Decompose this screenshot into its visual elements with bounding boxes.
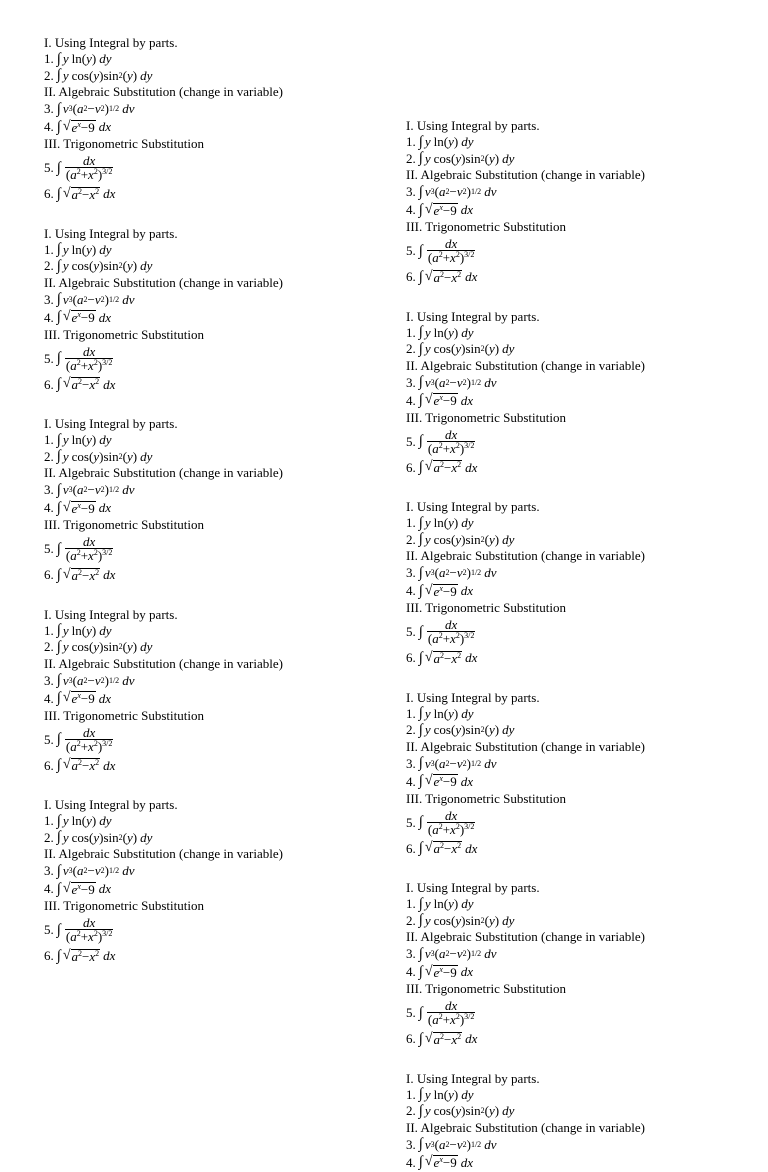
problem-number: 4.: [406, 773, 416, 789]
problem-number: 2.: [44, 639, 54, 654]
integral-sign-icon: ∫: [418, 721, 423, 738]
integral-sign-icon: ∫: [418, 433, 423, 449]
square-root: √ $e^x-9$: [424, 582, 457, 599]
section-heading-1: I. Using Integral by parts.: [406, 308, 540, 324]
problem-4: 4. ∫ √ $e^x-9$ dx: [406, 1154, 474, 1170]
integral-sign-icon: ∫: [56, 481, 61, 498]
section-heading-3: III. Trigonometric Substitution: [406, 981, 566, 996]
problem-2: 2. ∫ y cos ( y ) sin 2 ( y ) dy: [406, 531, 515, 547]
problem-2: 2. ∫ y cos ( y ) sin 2 ( y ) dy: [44, 829, 153, 845]
problem-number: 3.: [406, 565, 416, 580]
problem-6: 6. ∫ √ $a^2-x^2$ dx: [406, 840, 478, 856]
problem-number: 1.: [406, 705, 416, 721]
integral-sign-icon: ∫: [418, 392, 423, 408]
problem-number: 2.: [406, 531, 416, 547]
problem-4: 4. ∫ √ $e^x-9$ dx: [44, 880, 112, 897]
problem-6: 6. ∫ √ $a^2-x^2$ dx: [406, 459, 478, 475]
integral-sign-icon: ∫: [56, 921, 61, 938]
radical-icon: √: [62, 880, 71, 896]
problem-2: 2. ∫ y cos ( y ) sin 2 ( y ) dy: [44, 638, 153, 655]
problem-number: 1.: [44, 51, 54, 66]
section-heading-2: II. Algebraic Substitution (change in variable): [44, 846, 283, 861]
problem-2: 2. ∫ y cos ( y ) sin 2 ( y ) dy: [44, 67, 153, 83]
square-root: √ $a^2-x^2$: [62, 757, 100, 773]
problem-1: 1. ∫ y ln ( y ) dy: [44, 622, 112, 638]
problem-3: 3. ∫ v 3 ( a 2 − v 2 ) 1/2 dv: [406, 564, 497, 581]
square-root: √ $e^x-9$: [424, 963, 457, 980]
problem-2: 2. ∫ y cos ( y ) sin 2 ( y ) dy: [406, 340, 515, 357]
problem-2: 2. ∫ y cos ( y ) sin 2 ( y ) dy: [406, 912, 515, 928]
problem-number: 5.: [406, 1005, 416, 1020]
section-heading-1: I. Using Integral by parts.: [44, 35, 178, 50]
radical-icon: √: [62, 118, 71, 134]
section-heading-3: III. Trigonometric Substitution: [44, 707, 204, 723]
problem-4: 4. ∫ √ $e^x-9$ dx: [44, 499, 112, 516]
integral-sign-icon: ∫: [56, 159, 61, 176]
problem-number: 3.: [406, 184, 416, 199]
radical-icon: √: [424, 201, 433, 217]
radical-icon: √: [424, 1154, 433, 1169]
problem-5: [406, 616, 746, 648]
problem-4: 4. ∫ √ $e^x-9$ dx: [406, 963, 474, 980]
square-root: √ $a^2-x^2$: [424, 268, 462, 285]
problem-number: 1.: [44, 622, 54, 638]
problem-number: 5.: [44, 160, 54, 175]
problem-1: 1. ∫ y ln ( y ) dy: [406, 133, 474, 150]
integral-sign-icon: ∫: [56, 690, 61, 706]
problem-number: 6.: [44, 376, 54, 392]
section-heading-3: III. Trigonometric Substitution: [44, 898, 204, 913]
problem-number: 2.: [406, 341, 416, 356]
problem-number: 6.: [44, 757, 54, 773]
section-heading-2: II. Algebraic Substitution (change in variable): [406, 548, 645, 563]
problem-4: 4. ∫ √ $e^x-9$ dx: [44, 309, 112, 325]
section-heading-2: II. Algebraic Substitution (change in variable): [406, 1119, 645, 1135]
problem-6: 6. ∫ √ $a^2-x^2$ dx: [44, 185, 116, 202]
integral-sign-icon: ∫: [56, 431, 61, 448]
integral-sign-icon: ∫: [418, 201, 423, 218]
problem-1: 1. ∫ y ln ( y ) dy: [44, 241, 112, 257]
fraction: $\frac{dx}{(a^2+x^2)^{3/2}}$: [65, 153, 113, 182]
problem-5: [406, 426, 746, 458]
problem-number: 6.: [406, 1031, 416, 1046]
square-root: √ $a^2-x^2$: [62, 185, 100, 202]
integral-sign-icon: ∫: [418, 150, 423, 166]
radical-icon: √: [62, 566, 71, 582]
integral-sign-icon: ∫: [56, 812, 61, 829]
radical-icon: √: [62, 499, 71, 515]
integral-sign-icon: ∫: [56, 376, 61, 392]
fraction: $\frac{dx}{(a^2+x^2)^{3/2}}$: [427, 617, 475, 646]
integral-sign-icon: ∫: [56, 257, 61, 274]
problem-5: [406, 997, 746, 1029]
integral-sign-icon: ∫: [56, 185, 61, 202]
section-heading-1: I. Using Integral by parts.: [44, 225, 178, 241]
fraction: $\frac{dx}{(a^2+x^2)^{3/2}}$: [65, 915, 113, 944]
square-root: √ $a^2-x^2$: [62, 566, 100, 583]
problem-number: 4.: [406, 202, 416, 217]
problem-6: 6. ∫ √ $a^2-x^2$ dx: [406, 1030, 478, 1047]
integral-sign-icon: ∫: [56, 638, 61, 655]
problem-number: 5.: [406, 433, 416, 449]
problem-4: 4. ∫ √ $e^x-9$ dx: [406, 201, 474, 218]
problem-block: [44, 226, 384, 417]
problem-number: 1.: [44, 813, 54, 828]
problem-number: 5.: [44, 922, 54, 937]
integral-sign-icon: ∫: [56, 50, 61, 67]
problem-number: 5.: [406, 814, 416, 830]
integral-sign-icon: ∫: [56, 241, 61, 257]
radical-icon: √: [424, 773, 433, 788]
problem-6: 6. ∫ √ $a^2-x^2$ dx: [44, 947, 116, 964]
section-heading-1: I. Using Integral by parts.: [44, 797, 178, 812]
problem-1: 1. ∫ y ln ( y ) dy: [406, 514, 474, 531]
right-column: [406, 118, 746, 1172]
integral-sign-icon: ∫: [418, 531, 423, 547]
problem-5: [406, 807, 746, 839]
integral-sign-icon: ∫: [418, 514, 423, 531]
fraction: $\frac{dx}{(a^2+x^2)^{3/2}}$: [427, 426, 475, 456]
section-heading-2: II. Algebraic Substitution (change in variable): [406, 357, 645, 373]
problem-block: [406, 499, 746, 690]
square-root: √ $e^x-9$: [62, 309, 95, 325]
problem-3: 3. ∫ v 3 ( a 2 − v 2 ) 1/2 dv: [44, 100, 135, 117]
problem-6: 6. ∫ √ $a^2-x^2$ dx: [406, 649, 478, 666]
problem-1: 1. ∫ y ln ( y ) dy: [406, 705, 474, 721]
problem-number: 3.: [44, 482, 54, 497]
integral-sign-icon: ∫: [418, 705, 423, 721]
integral-sign-icon: ∫: [56, 291, 61, 307]
problem-3: 3. ∫ v 3 ( a 2 − v 2 ) 1/2 dv: [44, 672, 135, 688]
problem-number: 6.: [44, 186, 54, 201]
problem-2: 2. ∫ y cos ( y ) sin 2 ( y ) dy: [406, 1102, 515, 1119]
integral-sign-icon: ∫: [56, 566, 61, 583]
fraction: $\frac{dx}{(a^2+x^2)^{3/2}}$: [65, 343, 113, 373]
problem-number: 3.: [44, 672, 54, 688]
section-heading-1: I. Using Integral by parts.: [406, 1070, 540, 1086]
problem-block: [44, 35, 384, 226]
square-root: √ $e^x-9$: [62, 118, 95, 135]
problem-number: 2.: [406, 912, 416, 928]
integral-sign-icon: ∫: [56, 622, 61, 638]
integral-sign-icon: ∫: [418, 1030, 423, 1047]
problem-3: 3. ∫ v 3 ( a 2 − v 2 ) 1/2 dv: [406, 1136, 497, 1152]
integral-sign-icon: ∫: [418, 183, 423, 200]
problem-block: [406, 1071, 746, 1172]
problem-number: 5.: [406, 624, 416, 639]
integral-sign-icon: ∫: [56, 67, 61, 83]
problem-5: [44, 343, 384, 375]
integral-sign-icon: ∫: [418, 459, 423, 475]
integral-sign-icon: ∫: [56, 350, 61, 366]
problem-number: 1.: [44, 241, 54, 257]
radical-icon: √: [424, 268, 433, 284]
problem-number: 4.: [406, 964, 416, 979]
problem-1: 1. ∫ y ln ( y ) dy: [44, 50, 112, 67]
problem-number: 2.: [406, 722, 416, 737]
problem-2: 2. ∫ y cos ( y ) sin 2 ( y ) dy: [44, 448, 153, 464]
problem-block: [44, 797, 384, 988]
problem-number: 5.: [44, 731, 54, 747]
integral-sign-icon: ∫: [418, 1136, 423, 1152]
problem-number: 1.: [44, 432, 54, 447]
radical-icon: √: [424, 582, 433, 598]
problem-block: [44, 607, 384, 798]
problem-number: 5.: [44, 350, 54, 366]
section-heading-1: I. Using Integral by parts.: [44, 416, 178, 431]
problem-number: 3.: [44, 291, 54, 307]
square-root: √ $e^x-9$: [62, 499, 95, 516]
problem-number: 5.: [44, 541, 54, 556]
problem-number: 6.: [44, 567, 54, 582]
problem-number: 4.: [406, 583, 416, 598]
problem-number: 1.: [406, 134, 416, 149]
integral-sign-icon: ∫: [56, 829, 61, 845]
problem-number: 4.: [44, 309, 54, 325]
problem-number: 4.: [406, 1154, 416, 1170]
problem-2: 2. ∫ y cos ( y ) sin 2 ( y ) dy: [44, 257, 153, 274]
integral-sign-icon: ∫: [418, 755, 423, 771]
section-heading-2: II. Algebraic Substitution (change in variable): [406, 929, 645, 944]
problem-4: 4. ∫ √ $e^x-9$ dx: [44, 690, 112, 706]
problem-number: 4.: [44, 690, 54, 706]
problem-number: 3.: [44, 101, 54, 116]
problem-block: [406, 309, 746, 500]
section-heading-1: I. Using Integral by parts.: [406, 880, 540, 895]
problem-number: 2.: [44, 258, 54, 273]
integral-sign-icon: ∫: [418, 324, 423, 340]
section-heading-3: III. Trigonometric Substitution: [406, 790, 566, 806]
integral-sign-icon: ∫: [418, 649, 423, 666]
integral-sign-icon: ∫: [56, 731, 61, 747]
section-heading-2: II. Algebraic Substitution (change in variable): [44, 274, 283, 290]
problem-number: 4.: [44, 119, 54, 134]
radical-icon: √: [62, 947, 71, 963]
fraction: $\frac{dx}{(a^2+x^2)^{3/2}}$: [65, 534, 113, 563]
problem-1: 1. ∫ y ln ( y ) dy: [44, 812, 112, 829]
problem-6: 6. ∫ √ $a^2-x^2$ dx: [44, 757, 116, 773]
radical-icon: √: [424, 1030, 433, 1046]
problem-3: 3. ∫ v 3 ( a 2 − v 2 ) 1/2 dv: [406, 755, 497, 771]
problem-6: 6. ∫ √ $a^2-x^2$ dx: [44, 566, 116, 583]
problem-number: 3.: [44, 863, 54, 878]
integral-sign-icon: ∫: [56, 448, 61, 464]
square-root: √ $a^2-x^2$: [424, 649, 462, 666]
radical-icon: √: [424, 840, 433, 855]
integral-sign-icon: ∫: [56, 862, 61, 879]
problem-1: 1. ∫ y ln ( y ) dy: [44, 431, 112, 448]
integral-sign-icon: ∫: [56, 499, 61, 516]
square-root: √ $a^2-x^2$: [62, 376, 100, 392]
integral-sign-icon: ∫: [418, 582, 423, 599]
integral-sign-icon: ∫: [418, 814, 423, 830]
integral-sign-icon: ∫: [418, 895, 423, 912]
problem-5: [44, 914, 384, 946]
problem-number: 6.: [406, 459, 416, 475]
problem-number: 2.: [44, 829, 54, 845]
square-root: √ $e^x-9$: [424, 392, 457, 408]
section-heading-3: III. Trigonometric Substitution: [44, 517, 204, 532]
fraction: $\frac{dx}{(a^2+x^2)^{3/2}}$: [65, 724, 113, 754]
problem-number: 3.: [406, 755, 416, 771]
square-root: √ $e^x-9$: [424, 201, 457, 218]
integral-sign-icon: ∫: [418, 340, 423, 357]
fraction: $\frac{dx}{(a^2+x^2)^{3/2}}$: [427, 998, 475, 1027]
problem-number: 6.: [406, 840, 416, 856]
square-root: √ $a^2-x^2$: [424, 840, 462, 856]
radical-icon: √: [62, 376, 71, 391]
section-heading-3: III. Trigonometric Substitution: [406, 409, 566, 425]
section-heading-1: I. Using Integral by parts.: [406, 118, 540, 133]
problem-5: [44, 724, 384, 756]
section-heading-3: III. Trigonometric Substitution: [44, 326, 204, 342]
integral-sign-icon: ∫: [418, 773, 423, 789]
problem-number: 1.: [406, 515, 416, 530]
problem-number: 3.: [406, 946, 416, 961]
problem-3: 3. ∫ v 3 ( a 2 − v 2 ) 1/2 dv: [406, 945, 497, 962]
fraction: $\frac{dx}{(a^2+x^2)^{3/2}}$: [427, 807, 475, 837]
problem-5: [406, 235, 746, 267]
section-heading-2: II. Algebraic Substitution (change in variable): [44, 465, 283, 480]
integral-sign-icon: ∫: [418, 840, 423, 856]
problem-5: [44, 152, 384, 184]
integral-sign-icon: ∫: [56, 947, 61, 964]
problem-1: 1. ∫ y ln ( y ) dy: [406, 1086, 474, 1102]
problem-number: 2.: [44, 448, 54, 464]
problem-number: 2.: [44, 67, 54, 83]
integral-sign-icon: ∫: [56, 309, 61, 325]
integral-sign-icon: ∫: [418, 133, 423, 150]
problem-number: 6.: [406, 269, 416, 284]
square-root: √ $a^2-x^2$: [424, 459, 462, 475]
section-heading-2: II. Algebraic Substitution (change in variable): [44, 655, 283, 671]
problem-3: 3. ∫ v 3 ( a 2 − v 2 ) 1/2 dv: [44, 481, 135, 498]
problem-block: [406, 118, 746, 309]
problem-number: 1.: [406, 896, 416, 911]
problem-5: [44, 533, 384, 565]
radical-icon: √: [424, 649, 433, 665]
problem-number: 2.: [406, 1103, 416, 1118]
problem-6: 6. ∫ √ $a^2-x^2$ dx: [44, 376, 116, 392]
square-root: √ $e^x-9$: [62, 690, 95, 706]
integral-sign-icon: ∫: [418, 242, 423, 259]
integral-sign-icon: ∫: [56, 757, 61, 773]
integral-sign-icon: ∫: [418, 374, 423, 390]
problem-2: 2. ∫ y cos ( y ) sin 2 ( y ) dy: [406, 721, 515, 738]
fraction: $\frac{dx}{(a^2+x^2)^{3/2}}$: [427, 236, 475, 265]
integral-sign-icon: ∫: [418, 564, 423, 581]
integral-sign-icon: ∫: [418, 1154, 423, 1170]
problem-number: 6.: [44, 948, 54, 963]
problem-4: 4. ∫ √ $e^x-9$ dx: [406, 582, 474, 599]
problem-4: 4. ∫ √ $e^x-9$ dx: [406, 773, 474, 789]
problem-number: 5.: [406, 243, 416, 258]
integral-sign-icon: ∫: [418, 1102, 423, 1119]
square-root: √ $e^x-9$: [424, 773, 457, 789]
square-root: √ $e^x-9$: [424, 1154, 457, 1170]
radical-icon: √: [424, 392, 433, 407]
problem-block: [406, 880, 746, 1071]
integral-sign-icon: ∫: [418, 963, 423, 980]
section-heading-2: II. Algebraic Substitution (change in variable): [406, 167, 645, 182]
integral-sign-icon: ∫: [56, 100, 61, 117]
section-heading-3: III. Trigonometric Substitution: [406, 219, 566, 234]
square-root: √ $e^x-9$: [62, 880, 95, 897]
integral-sign-icon: ∫: [418, 1086, 423, 1102]
radical-icon: √: [62, 309, 71, 324]
integral-sign-icon: ∫: [418, 268, 423, 285]
problem-number: 3.: [406, 1136, 416, 1152]
radical-icon: √: [62, 185, 71, 201]
integral-sign-icon: ∫: [418, 1004, 423, 1021]
section-heading-1: I. Using Integral by parts.: [406, 499, 540, 514]
problem-number: 4.: [406, 392, 416, 408]
section-heading-3: III. Trigonometric Substitution: [406, 600, 566, 615]
problem-number: 2.: [406, 150, 416, 166]
problem-1: 1. ∫ y ln ( y ) dy: [406, 324, 474, 340]
integral-sign-icon: ∫: [56, 540, 61, 557]
integral-sign-icon: ∫: [56, 880, 61, 897]
problem-block: [406, 690, 746, 881]
problem-number: 3.: [406, 374, 416, 390]
problem-3: 3. ∫ v 3 ( a 2 − v 2 ) 1/2 dv: [406, 183, 497, 200]
square-root: √ $a^2-x^2$: [424, 1030, 462, 1047]
problem-number: 1.: [406, 1086, 416, 1102]
problem-3: 3. ∫ v 3 ( a 2 − v 2 ) 1/2 dv: [44, 291, 135, 307]
section-heading-2: II. Algebraic Substitution (change in variable): [44, 84, 283, 99]
problem-1: 1. ∫ y ln ( y ) dy: [406, 895, 474, 912]
integral-sign-icon: ∫: [418, 912, 423, 928]
square-root: √ $a^2-x^2$: [62, 947, 100, 964]
problem-3: 3. ∫ v 3 ( a 2 − v 2 ) 1/2 dv: [406, 374, 497, 390]
left-column: [44, 35, 384, 988]
integral-sign-icon: ∫: [418, 623, 423, 640]
integral-sign-icon: ∫: [418, 945, 423, 962]
section-heading-2: II. Algebraic Substitution (change in variable): [406, 738, 645, 754]
radical-icon: √: [424, 459, 433, 474]
problem-block: [44, 416, 384, 607]
problem-2: 2. ∫ y cos ( y ) sin 2 ( y ) dy: [406, 150, 515, 166]
problem-number: 6.: [406, 650, 416, 665]
problem-number: 1.: [406, 324, 416, 340]
problem-number: 4.: [44, 500, 54, 515]
radical-icon: √: [62, 757, 71, 772]
problem-3: 3. ∫ v 3 ( a 2 − v 2 ) 1/2 dv: [44, 862, 135, 879]
integral-sign-icon: ∫: [56, 118, 61, 135]
problem-number: 4.: [44, 881, 54, 896]
section-heading-1: I. Using Integral by parts.: [44, 606, 178, 622]
section-heading-3: III. Trigonometric Substitution: [44, 136, 204, 151]
integral-sign-icon: ∫: [56, 672, 61, 688]
section-heading-1: I. Using Integral by parts.: [406, 689, 540, 705]
radical-icon: √: [62, 690, 71, 705]
problem-4: 4. ∫ √ $e^x-9$ dx: [406, 392, 474, 408]
radical-icon: √: [424, 963, 433, 979]
problem-6: 6. ∫ √ $a^2-x^2$ dx: [406, 268, 478, 285]
problem-4: 4. ∫ √ $e^x-9$ dx: [44, 118, 112, 135]
